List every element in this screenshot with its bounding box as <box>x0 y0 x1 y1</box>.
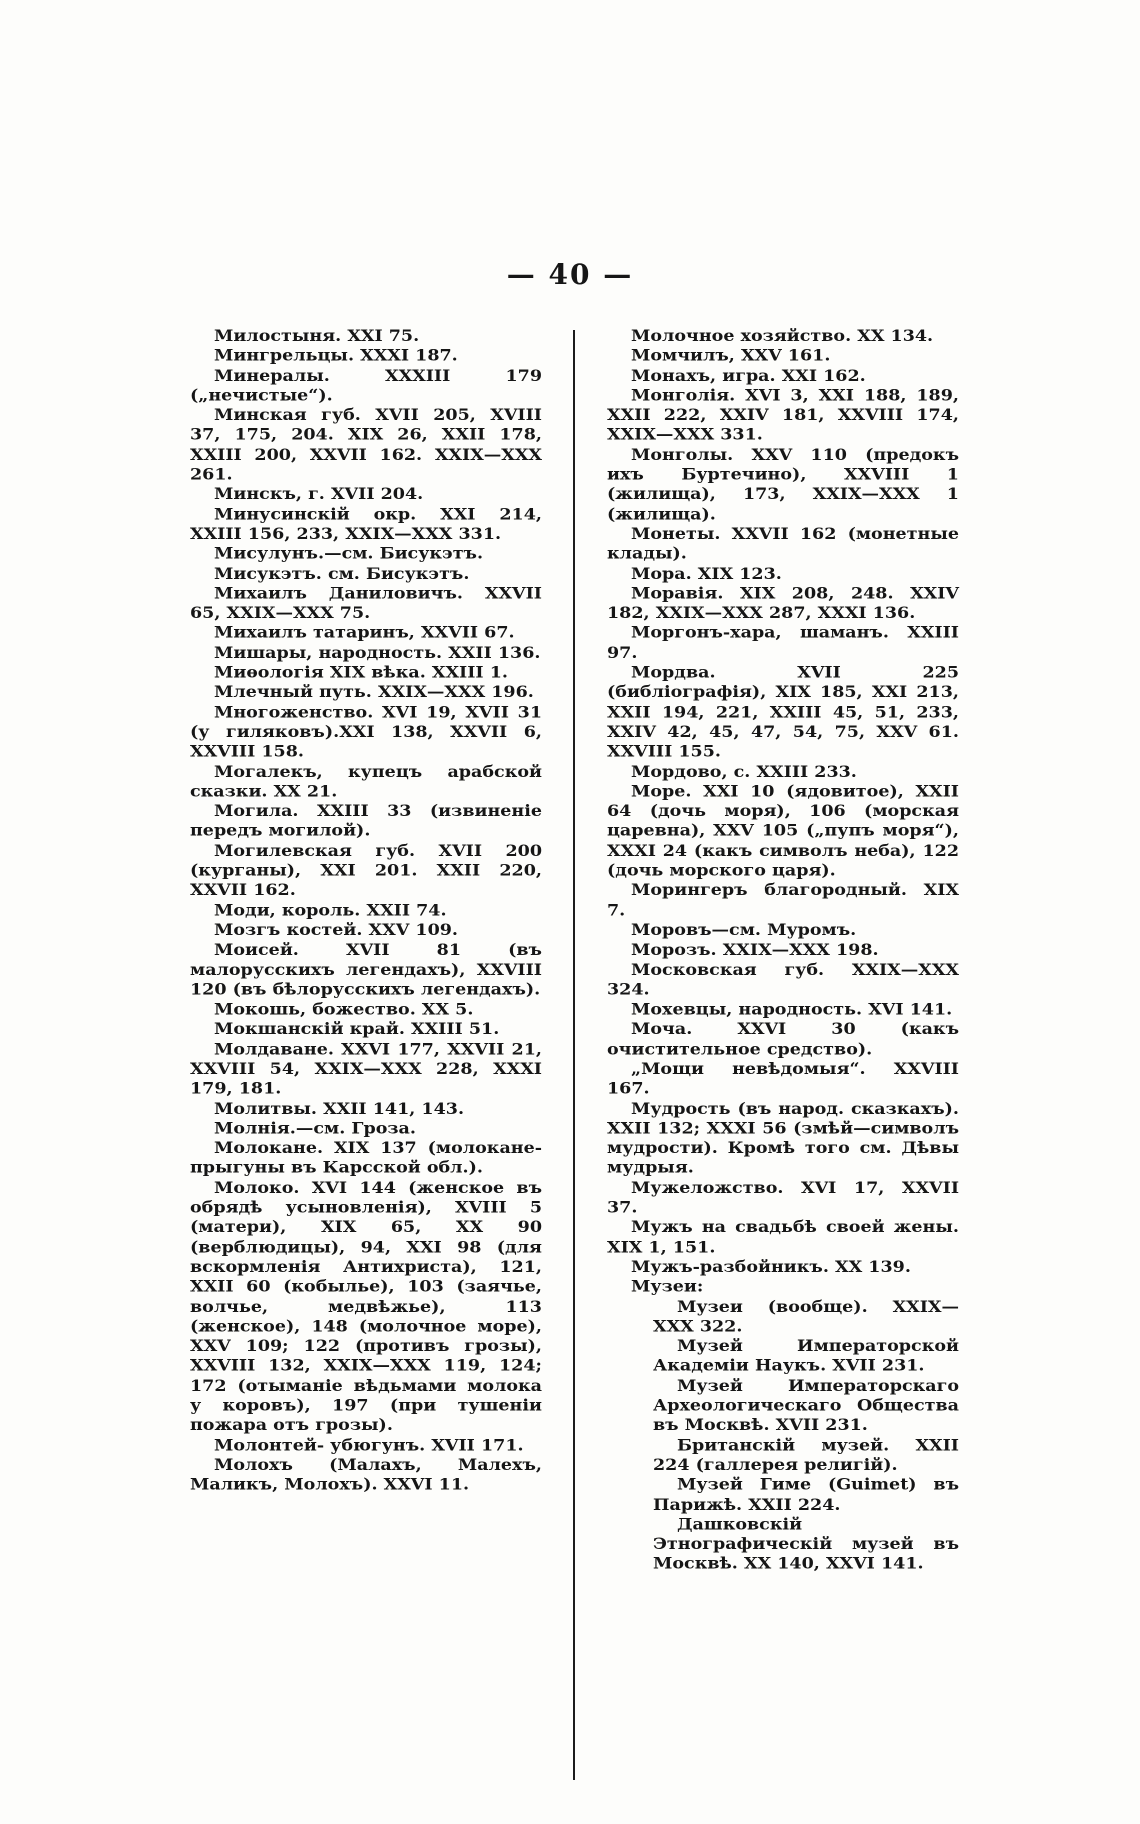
index-entry: Момчилъ, XXV 161. <box>631 346 831 366</box>
index-entry: Мора. XIX 123. <box>631 564 782 584</box>
index-entry: Музеи (вообще). XXIX—XXX 322. <box>653 1297 959 1336</box>
index-entry: Могила. XXIII 33 (извиненіе передъ могилой). <box>190 802 542 841</box>
index-entry: Михаилъ Даниловичъ. XXVII 65, XXIX—XXX 75. <box>190 584 542 623</box>
index-entry: Мокшанскій край. XXIII 51. <box>214 1020 500 1039</box>
index-entry: Минусинскій окр. XXI 214, XXIII 156, 233, XXIX—XXX 331. <box>190 505 542 544</box>
page-number: — 40 — <box>506 258 634 291</box>
index-entry: Море. XXI 10 (ядовитое), XXII 64 (дочь моря), 106 (морская царевна), XXV 105 („пупъ моря“), XXXI 24 (какъ символъ неба), 122 (дочь морского царя). <box>607 782 959 881</box>
index-entry: Морингеръ благородный. XIX 7. <box>607 881 959 920</box>
index-entry: Мингрельцы. XXXI 187. <box>214 346 458 366</box>
index-entry: Мордово, с. XXIII 233. <box>631 762 857 782</box>
index-entry: Милостыня. XXI 75. <box>214 327 420 346</box>
index-entry: Молоко. XVI 144 (женское въ обрядѣ усыновленія), XVIII 5 (матери), XIX 65, XX 90 (верблюдицы), 94, XXI 98 (для вскормленія Антихриста), 121, XXII 60 (кобылье), 103 (заячье, волчье, медвѣжье), 113 (женское), 148 (молочное море), XXV 109; 122 (противъ грозы), XXVIII 132, XXIX—XXX 119, 124; 172 (отыманіе вѣдьмами молока у коровъ), 197 (при тушеніи пожара отъ грозы). <box>190 1178 542 1435</box>
index-entry: Молитвы. XXII 141, 143. <box>214 1099 465 1119</box>
index-entry: Мужъ-разбойникъ. XX 139. <box>631 1257 911 1277</box>
index-entry: Молнія.—см. Гроза. <box>214 1119 416 1138</box>
index-entry: Монеты. XXVII 162 (монетные клады). <box>607 525 959 564</box>
index-entry: Моргонъ-хара, шаманъ. XXIII 97. <box>607 624 959 663</box>
index-entry: Мужъ на свадьбѣ своей жены. XIX 1, 151. <box>607 1218 959 1257</box>
index-entry: Многоженство. XVI 19, XVII 31 (у гиляковъ).XXI 138, XXVII 6, XXVIII 158. <box>190 703 542 762</box>
index-entry: Британскій музей. XXII 224 (галлерея религій). <box>653 1436 959 1475</box>
index-entry: Музей Императорскаго Археологическаго Общества въ Москвѣ. XVII 231. <box>653 1376 959 1435</box>
index-entry: Монголія. XVI 3, XXI 188, 189, XXII 222, XXIV 181, XXVIII 174, XXIX—XXX 331. <box>607 386 959 445</box>
index-entry: Мишары, народность. XXII 136. <box>214 643 541 663</box>
index-column-right <box>607 327 959 1575</box>
index-entry: Монголы. XXV 110 (предокъ ихъ Буртечино), XXVIII 1 (жилища), 173, XXIX—XXX 1 (жилища). <box>607 445 959 524</box>
index-entry: Минскъ, г. XVII 204. <box>214 485 424 505</box>
index-entry: Мокошь, божество. XX 5. <box>214 1000 474 1020</box>
index-entry: Моравія. XIX 208, 248. XXIV 182, XXIX—XXX 287, XXXI 136. <box>607 584 959 623</box>
index-entry: Млечный путь. XXIX—XXX 196. <box>214 683 534 703</box>
index-entry: Мохевцы, народность. XVI 141. <box>631 1000 953 1020</box>
index-entry: Минералы. XXXIII 179 („нечистые“). <box>190 366 542 406</box>
index-entry: Могалекъ, купецъ арабской сказки. XX 21. <box>190 762 542 802</box>
index-entry: Миѳологія XIX вѣка. XXIII 1. <box>214 663 508 683</box>
index-entry: Музей Императорской Академіи Наукъ. XVII 231. <box>653 1337 959 1376</box>
index-entry: Мордва. XVII 225 (библіографія), XIX 185, XXI 213, XXII 194, 221, XXIII 45, 51, 233, XXIV 42, 45, 47, 54, 75, XXV 61. XXVIII 155. <box>607 663 959 762</box>
index-column-left <box>190 327 542 1496</box>
index-entry: Музеи: <box>631 1277 704 1297</box>
index-entry: Мозгъ костей. XXV 109. <box>214 921 459 940</box>
index-entry: Молохъ (Малахъ, Малехъ, Маликъ, Молохъ). XXVI 11. <box>190 1455 542 1495</box>
index-entry: Минская губ. XVII 205, XVIII 37, 175, 204. XIX 26, XXII 178, XXIII 200, XXVII 162. XXIX—XXX 261. <box>190 406 542 485</box>
index-entry: Моча. XXVI 30 (какъ очистительное средство). <box>607 1020 959 1059</box>
index-entry: Молочное хозяйство. XX 134. <box>631 327 934 346</box>
index-entry: Мисукэтъ. см. Бисукэтъ. <box>214 564 470 584</box>
index-entry: Могилевская губ. XVII 200 (курганы), XXI 201. XXII 220, XXVII 162. <box>190 841 542 901</box>
column-divider <box>573 330 575 1780</box>
index-entry: Молдаване. XXVI 177, XXVII 21, XXVIII 54, XXIX—XXX 228, XXXI 179, 181. <box>190 1040 542 1099</box>
index-entry: Мисулунъ.—см. Бисукэтъ. <box>214 544 484 564</box>
index-entry: Мужеложство. XVI 17, XXVII 37. <box>607 1178 959 1218</box>
index-entry: Михаилъ татаринъ, XXVII 67. <box>214 624 515 643</box>
index-entry: Монахъ, игра. XXI 162. <box>631 366 866 386</box>
index-entry: Дашковскій Этнографическій музей въ Москвѣ. XX 140, XXVI 141. <box>653 1515 959 1574</box>
index-entry: Мудрость (въ народ. сказкахъ). XXII 132; XXXI 56 (змѣй—символъ мудрости). Кромѣ того см. Дѣвы мудрыя. <box>607 1099 959 1178</box>
index-entry: Моисей. XVII 81 (въ малорусскихъ легендахъ), XXVIII 120 (въ бѣлорусскихъ легендахъ). <box>190 940 542 1000</box>
index-entry: Морозъ. XXIX—XXX 198. <box>631 940 879 960</box>
index-entry: Молокане. XIX 137 (молокане-прыгуны въ Карсской обл.). <box>190 1139 542 1178</box>
index-entry: Моровъ—см. Муромъ. <box>631 921 857 940</box>
index-entry: Московская губ. XXIX—XXX 324. <box>607 960 959 1000</box>
index-entry: Молонтей- убюгунъ. XVII 171. <box>214 1436 524 1455</box>
index-entry: „Мощи невѣдомыя“. XXVIII 167. <box>607 1059 959 1099</box>
index-entry: Моди, король. XXII 74. <box>214 901 447 920</box>
index-entry: Музей Гиме (Guimet) въ Парижѣ. XXII 224. <box>653 1475 959 1515</box>
